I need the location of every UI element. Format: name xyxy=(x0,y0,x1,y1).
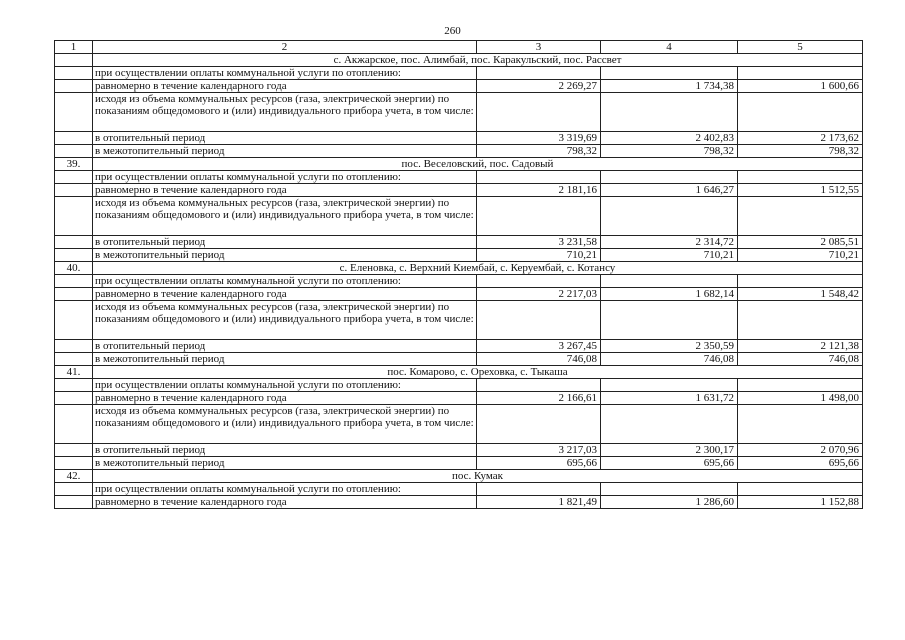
value-col-5 xyxy=(738,171,863,184)
value-col-5 xyxy=(738,275,863,288)
table-row xyxy=(55,197,863,236)
row-number-cell xyxy=(55,80,93,93)
table-row xyxy=(55,236,863,249)
value-col-4: 2 300,17 xyxy=(601,444,738,457)
row-number: 42. xyxy=(55,470,93,483)
value-col-3 xyxy=(477,301,601,340)
value-col-5 xyxy=(738,67,863,80)
row-label: равномерно в течение календарного года xyxy=(93,184,477,197)
row-number-cell xyxy=(55,288,93,301)
value-col-3 xyxy=(477,483,601,496)
row-label: в межотопительный период xyxy=(93,249,477,262)
value-col-4 xyxy=(601,197,738,236)
value-col-3 xyxy=(477,197,601,236)
location-row xyxy=(55,262,863,275)
row-label: при осуществлении оплаты коммунальной услуги по отоплению: xyxy=(93,67,477,80)
table-row xyxy=(55,496,863,509)
value-col-5: 798,32 xyxy=(738,145,863,158)
value-col-4: 1 646,27 xyxy=(601,184,738,197)
table-row xyxy=(55,80,863,93)
table-row xyxy=(55,145,863,158)
value-col-4 xyxy=(601,405,738,444)
value-col-5 xyxy=(738,379,863,392)
row-label: исходя из объема коммунальных ресурсов (газа, электрической энергии) по показаниям общедомового и (или) индивидуального прибора учета, в том числе: xyxy=(93,93,477,132)
table-row xyxy=(55,340,863,353)
value-col-4: 2 314,72 xyxy=(601,236,738,249)
value-col-3: 695,66 xyxy=(477,457,601,470)
row-label: в межотопительный период xyxy=(93,457,477,470)
location-row xyxy=(55,158,863,171)
value-col-4: 1 631,72 xyxy=(601,392,738,405)
header-col-5: 5 xyxy=(738,41,863,54)
value-col-4: 1 734,38 xyxy=(601,80,738,93)
row-label: при осуществлении оплаты коммунальной услуги по отоплению: xyxy=(93,275,477,288)
row-number-cell xyxy=(55,236,93,249)
value-col-3: 798,32 xyxy=(477,145,601,158)
row-number-cell xyxy=(55,197,93,236)
tariff-table xyxy=(54,40,863,509)
value-col-4 xyxy=(601,379,738,392)
row-label: при осуществлении оплаты коммунальной услуги по отоплению: xyxy=(93,171,477,184)
value-col-3: 2 166,61 xyxy=(477,392,601,405)
row-number-cell xyxy=(55,93,93,132)
value-col-5: 1 548,42 xyxy=(738,288,863,301)
table-row xyxy=(55,405,863,444)
table-row xyxy=(55,249,863,262)
row-label: равномерно в течение календарного года xyxy=(93,496,477,509)
value-col-5: 2 173,62 xyxy=(738,132,863,145)
value-col-5 xyxy=(738,483,863,496)
row-number-cell xyxy=(55,67,93,80)
value-col-3 xyxy=(477,93,601,132)
value-col-5: 746,08 xyxy=(738,353,863,366)
table-row xyxy=(55,444,863,457)
value-col-4: 2 402,83 xyxy=(601,132,738,145)
value-col-5 xyxy=(738,405,863,444)
value-col-4: 1 682,14 xyxy=(601,288,738,301)
row-number: 40. xyxy=(55,262,93,275)
value-col-3: 1 821,49 xyxy=(477,496,601,509)
value-col-3 xyxy=(477,67,601,80)
row-number-cell xyxy=(55,340,93,353)
value-col-4: 798,32 xyxy=(601,145,738,158)
table-row xyxy=(55,379,863,392)
value-col-5 xyxy=(738,301,863,340)
header-row xyxy=(55,41,863,54)
row-number-cell xyxy=(55,405,93,444)
header-col-1: 1 xyxy=(55,41,93,54)
value-col-5: 1 498,00 xyxy=(738,392,863,405)
value-col-4: 2 350,59 xyxy=(601,340,738,353)
row-number-cell xyxy=(55,171,93,184)
value-col-3 xyxy=(477,405,601,444)
value-col-4 xyxy=(601,67,738,80)
header-col-3: 3 xyxy=(477,41,601,54)
table-row xyxy=(55,93,863,132)
row-number-cell xyxy=(55,132,93,145)
value-col-3: 2 217,03 xyxy=(477,288,601,301)
row-label: в межотопительный период xyxy=(93,353,477,366)
value-col-4 xyxy=(601,171,738,184)
row-number-cell xyxy=(55,184,93,197)
value-col-4 xyxy=(601,483,738,496)
value-col-5: 695,66 xyxy=(738,457,863,470)
row-number xyxy=(55,54,93,67)
value-col-3: 710,21 xyxy=(477,249,601,262)
value-col-3: 3 267,45 xyxy=(477,340,601,353)
value-col-5: 1 152,88 xyxy=(738,496,863,509)
value-col-3: 3 231,58 xyxy=(477,236,601,249)
table-row xyxy=(55,353,863,366)
table-row xyxy=(55,392,863,405)
location-name: пос. Веселовский, пос. Садовый xyxy=(93,158,863,171)
row-number-cell xyxy=(55,379,93,392)
value-col-5: 710,21 xyxy=(738,249,863,262)
value-col-3 xyxy=(477,275,601,288)
header-col-2: 2 xyxy=(93,41,477,54)
value-col-4 xyxy=(601,275,738,288)
value-col-5: 1 600,66 xyxy=(738,80,863,93)
row-label: равномерно в течение календарного года xyxy=(93,80,477,93)
value-col-4: 695,66 xyxy=(601,457,738,470)
row-label: в отопительный период xyxy=(93,444,477,457)
table-row xyxy=(55,132,863,145)
value-col-3 xyxy=(477,171,601,184)
location-name: пос. Кумак xyxy=(93,470,863,483)
value-col-3: 2 269,27 xyxy=(477,80,601,93)
table-row xyxy=(55,275,863,288)
row-label: в межотопительный период xyxy=(93,145,477,158)
row-number: 39. xyxy=(55,158,93,171)
table-row xyxy=(55,301,863,340)
value-col-3: 3 319,69 xyxy=(477,132,601,145)
value-col-3: 3 217,03 xyxy=(477,444,601,457)
row-label: при осуществлении оплаты коммунальной услуги по отоплению: xyxy=(93,379,477,392)
location-name: с. Акжарское, пос. Алимбай, пос. Каракульский, пос. Рассвет xyxy=(93,54,863,67)
row-number-cell xyxy=(55,496,93,509)
table-row xyxy=(55,483,863,496)
row-label: равномерно в течение календарного года xyxy=(93,392,477,405)
row-label: равномерно в течение календарного года xyxy=(93,288,477,301)
row-label: при осуществлении оплаты коммунальной услуги по отоплению: xyxy=(93,483,477,496)
row-number-cell xyxy=(55,444,93,457)
row-number-cell xyxy=(55,392,93,405)
row-number-cell xyxy=(55,275,93,288)
value-col-4: 710,21 xyxy=(601,249,738,262)
row-label: исходя из объема коммунальных ресурсов (газа, электрической энергии) по показаниям общедомового и (или) индивидуального прибора учета, в том числе: xyxy=(93,405,477,444)
row-number-cell xyxy=(55,301,93,340)
location-row xyxy=(55,470,863,483)
value-col-4: 746,08 xyxy=(601,353,738,366)
row-label: в отопительный период xyxy=(93,340,477,353)
value-col-5: 1 512,55 xyxy=(738,184,863,197)
row-number-cell xyxy=(55,457,93,470)
row-label: исходя из объема коммунальных ресурсов (газа, электрической энергии) по показаниям общедомового и (или) индивидуального прибора учета, в том числе: xyxy=(93,301,477,340)
row-number-cell xyxy=(55,353,93,366)
table-row xyxy=(55,457,863,470)
header-col-4: 4 xyxy=(601,41,738,54)
row-number-cell xyxy=(55,145,93,158)
tariff-table-body xyxy=(55,41,863,509)
page-number: 260 xyxy=(444,25,461,37)
value-col-4 xyxy=(601,93,738,132)
location-name: с. Еленовка, с. Верхний Киембай, с. Керуембай, с. Котансу xyxy=(93,262,863,275)
row-label: в отопительный период xyxy=(93,236,477,249)
location-row xyxy=(55,366,863,379)
value-col-3 xyxy=(477,379,601,392)
value-col-3: 746,08 xyxy=(477,353,601,366)
value-col-5: 2 085,51 xyxy=(738,236,863,249)
table-row xyxy=(55,184,863,197)
row-number-cell xyxy=(55,249,93,262)
value-col-4 xyxy=(601,301,738,340)
location-name: пос. Комарово, с. Ореховка, с. Тыкаша xyxy=(93,366,863,379)
table-row xyxy=(55,171,863,184)
row-number-cell xyxy=(55,483,93,496)
value-col-3: 2 181,16 xyxy=(477,184,601,197)
location-row xyxy=(55,54,863,67)
value-col-5 xyxy=(738,197,863,236)
row-number: 41. xyxy=(55,366,93,379)
value-col-5: 2 070,96 xyxy=(738,444,863,457)
value-col-5 xyxy=(738,93,863,132)
row-label: исходя из объема коммунальных ресурсов (газа, электрической энергии) по показаниям общедомового и (или) индивидуального прибора учета, в том числе: xyxy=(93,197,477,236)
table-row xyxy=(55,67,863,80)
table-row xyxy=(55,288,863,301)
value-col-5: 2 121,38 xyxy=(738,340,863,353)
value-col-4: 1 286,60 xyxy=(601,496,738,509)
row-label: в отопительный период xyxy=(93,132,477,145)
